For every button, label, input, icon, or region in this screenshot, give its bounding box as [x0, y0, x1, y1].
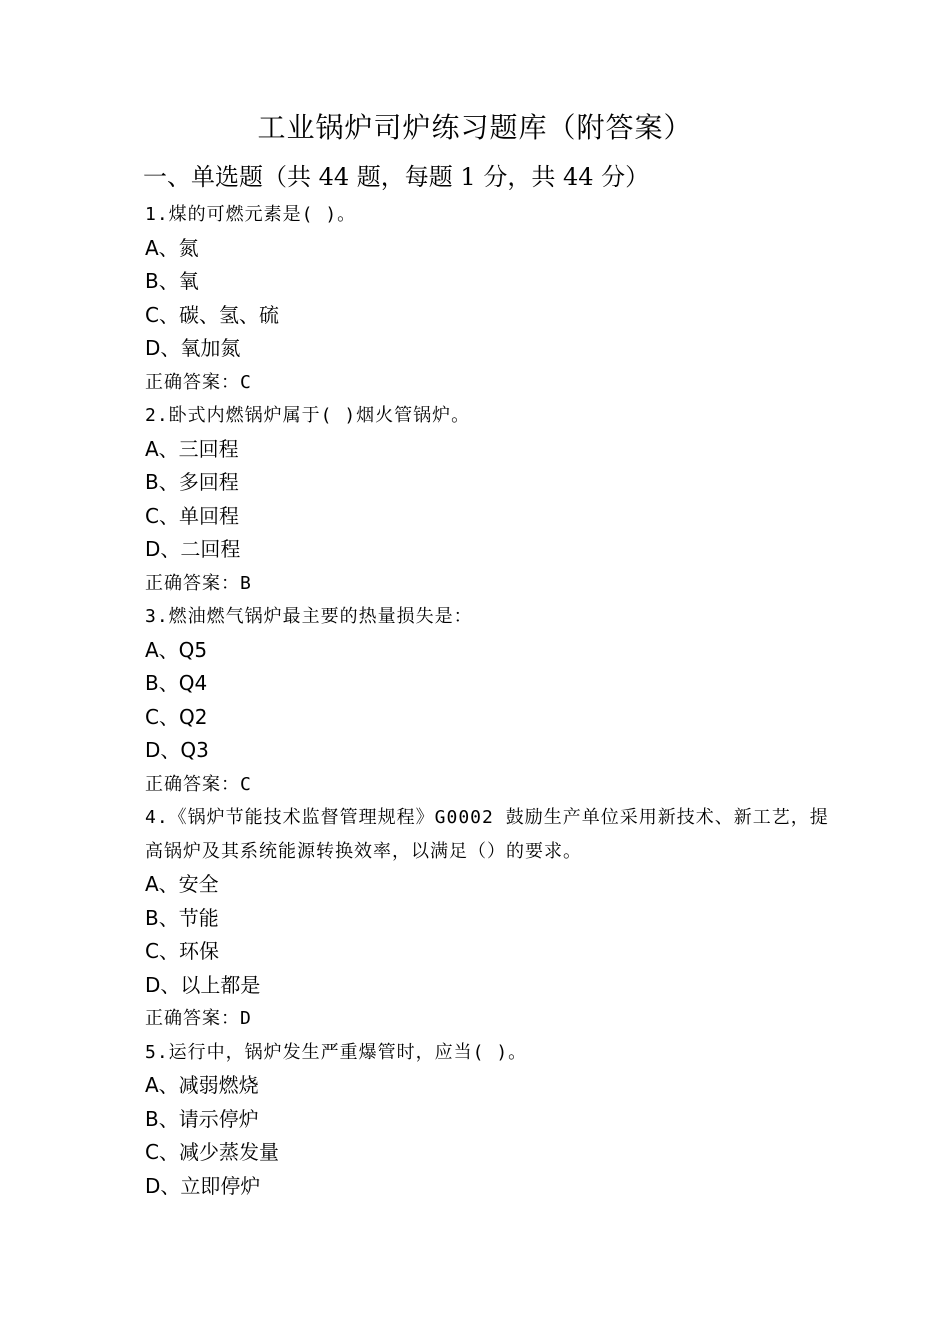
option-a: A、减弱燃烧 — [145, 1073, 259, 1097]
option-b: B、氧 — [145, 269, 199, 293]
correct-answer: 正确答案：C — [145, 773, 252, 795]
option-b: B、请示停炉 — [145, 1106, 259, 1131]
question-5 — [145, 1036, 845, 1204]
option-a: A、三回程 — [145, 436, 239, 461]
question-stem: 4.《锅炉节能技术监督管理规程》G0002 鼓励生产单位采用新技术、新工艺，提高锅炉及其系统能源转换效率，以满足（）的要求。 — [145, 807, 829, 862]
question-stem: 3.燃油燃气锅炉最主要的热量损失是： — [145, 606, 473, 627]
question-2 — [145, 399, 845, 600]
option-d: D、以上都是 — [145, 972, 261, 997]
correct-answer: 正确答案：C — [145, 371, 252, 393]
option-b: B、节能 — [145, 905, 219, 930]
option-c: C、环保 — [145, 939, 219, 963]
option-a: A、氮 — [145, 235, 199, 260]
question-4 — [145, 801, 845, 1036]
option-d: D、立即停炉 — [145, 1173, 261, 1198]
option-d: D、Q3 — [145, 738, 209, 762]
option-a: A、Q5 — [145, 637, 208, 662]
document-title: 工业锅炉司炉练习题库（附答案） — [257, 111, 693, 144]
section-heading: 一、单选题（共 44 题，每题 1 分，共 44 分） — [143, 163, 650, 191]
correct-answer: 正确答案：D — [145, 1008, 252, 1029]
option-d: D、二回程 — [145, 537, 241, 561]
option-c: C、Q2 — [145, 704, 208, 729]
question-stem: 1.煤的可燃元素是( )。 — [145, 204, 357, 225]
option-a: A、安全 — [145, 872, 219, 896]
correct-answer: 正确答案：B — [145, 572, 252, 594]
option-b: B、多回程 — [145, 470, 239, 494]
option-b: B、Q4 — [145, 671, 208, 695]
option-c: C、单回程 — [145, 503, 239, 528]
option-d: D、氧加氮 — [145, 336, 241, 360]
option-c: C、减少蒸发量 — [145, 1140, 279, 1164]
question-stem: 2.卧式内燃锅炉属于( )烟火管锅炉。 — [145, 405, 471, 426]
question-3 — [145, 600, 845, 801]
question-list — [145, 198, 845, 1203]
question-1 — [145, 198, 845, 399]
question-stem: 5.运行中，锅炉发生严重爆管时，应当( )。 — [145, 1041, 528, 1063]
option-c: C、碳、氢、硫 — [145, 302, 279, 327]
